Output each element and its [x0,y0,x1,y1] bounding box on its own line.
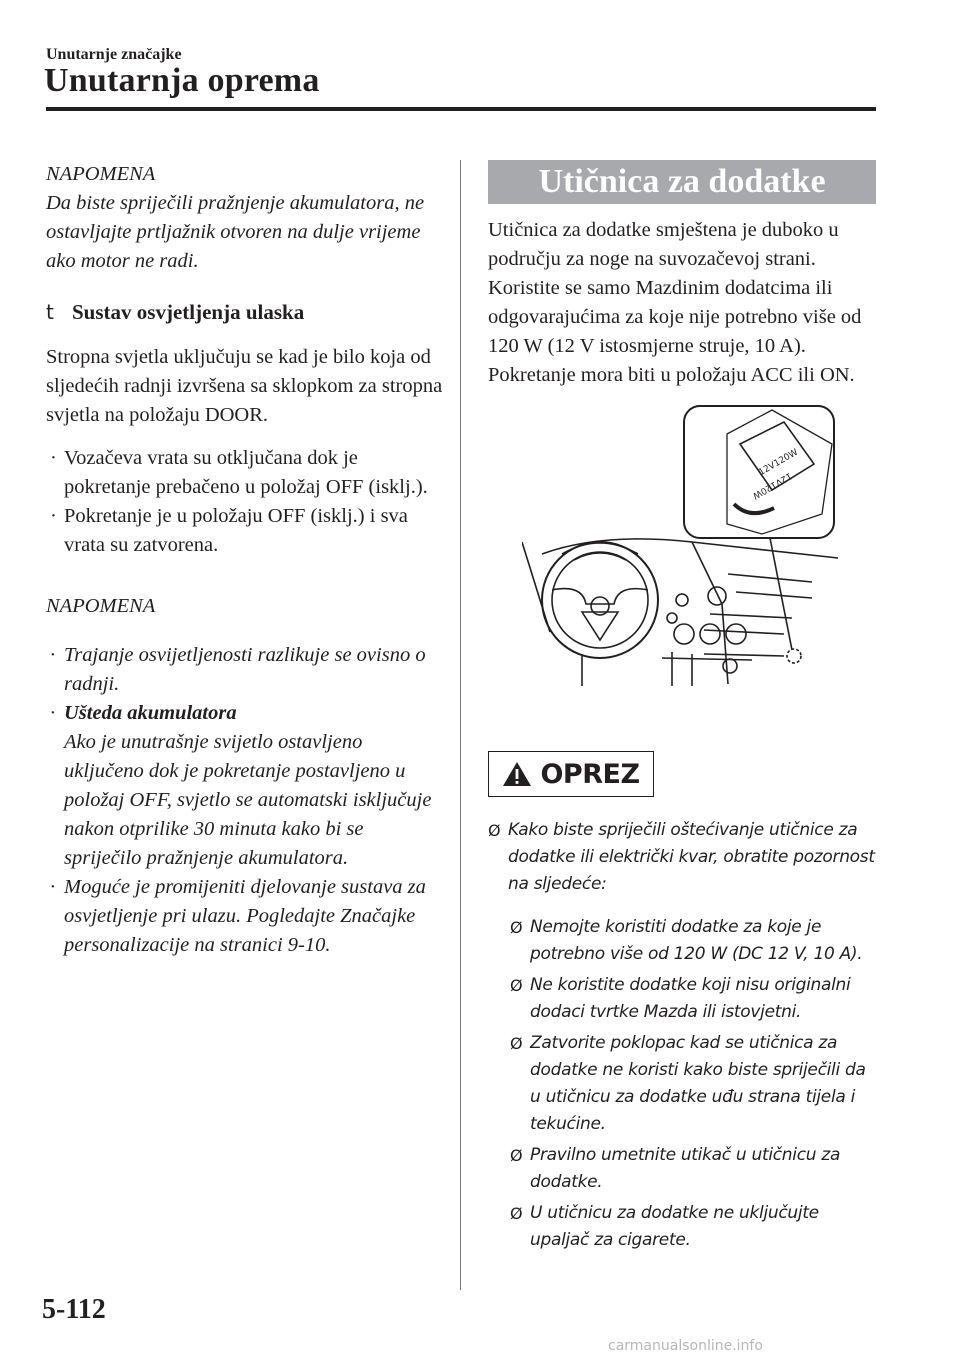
caution-header [488,751,654,797]
arrow-bullet-icon: Ø [488,821,501,840]
note-list [46,641,446,960]
header-rule [46,107,876,111]
socket-label: 12V120W [757,447,800,479]
list-item: · Trajanje osvijetljenosti razlikuje se ovisno o radnji. [46,641,446,699]
column-divider [460,160,461,1290]
bullet-list [46,444,446,560]
page-title: Unutarnja oprema [44,62,320,99]
body-paragraph: Utičnica za dodatke smještena je duboko u području za noge na suvozačevoj strani. Koristite se samo Mazdinim dodatcima ili odgovarajućima za koje nije potrebno više od 120 W (12 V istosmjerne struje, 10 A). Pokretanje mora biti u položaju ACC ili ON. [488,219,862,386]
right-column [488,160,880,1254]
caution-list [488,817,880,1254]
bullet-icon: · [50,876,56,898]
watermark: carmanualsonline.info [608,1338,763,1354]
page-number: 5-112 [42,1294,106,1325]
subsection-title: Sustav osvjetljenja ulaska [72,300,305,324]
bullet-icon: · [50,447,57,469]
caution-item: Ø Nemojte koristiti dodatke za koje je potrebno više od 120 W (DC 12 V, 10 A). [510,914,880,968]
note-title: NAPOMENA [46,595,156,617]
arrow-bullet-icon: Ø [510,1204,523,1223]
bullet-icon: · [50,505,57,527]
subsection-heading [46,298,446,327]
note-item-heading: Ušteda akumulatora [64,702,237,724]
socket-label: 12V120W [750,469,794,501]
section-banner: Utičnica za dodatke [488,160,876,204]
section-label: Unutarnje značajke [46,46,182,63]
arrow-bullet-icon: Ø [510,1146,523,1165]
bullet-icon: · [50,702,56,724]
list-item: · Vozačeva vrata su otključana dok je pokretanje prebačeno u položaj OFF (isklj.). [46,444,446,502]
caution-label: OPREZ [540,758,640,790]
caution-item: Ø U utičnicu za dodatke ne uključujte upaljač za cigarete. [510,1200,880,1254]
accessory-socket-illustration [522,404,842,694]
caution-item: Ø Ne koristite dodatke koji nisu originalni dodaci tvrtke Mazda ili istovjetni. [510,972,880,1026]
heading-marker-icon: t [46,300,54,324]
warning-triangle-icon [502,761,532,787]
arrow-bullet-icon: Ø [510,918,523,937]
caution-item: Ø Zatvorite poklopac kad se utičnica za dodatke ne koristi kako biste spriječili da u utičnicu za dodatke uđu strana tijela i tekućine. [510,1030,880,1138]
arrow-bullet-icon: Ø [510,1034,523,1053]
caution-item: Ø Pravilno umetnite utikač u utičnicu za dodatke. [510,1142,880,1196]
caution-item: Ø Kako biste spriječili oštećivanje utičnice za dodatke ili električki kvar, obratite pozornost na sljedeće: [488,817,880,898]
list-item: · Moguće je promijeniti djelovanje sustava za osvjetljenje pri ulazu. Pogledajte Značajke personalizacije na stranici 9-10. [46,873,446,960]
left-column [46,160,446,960]
body-paragraph: Stropna svjetla uključuju se kad je bilo koja od sljedećih radnji izvršena sa sklopkom za stropna svjetla na položaju DOOR. [46,346,443,426]
note-text: Da biste spriječili pražnjenje akumulatora, ne ostavljajte prtljažnik otvoren na dulje vrijeme ako motor ne radi. [46,192,425,272]
bullet-icon: · [50,644,56,666]
list-item: · Ušteda akumulatora Ako je unutrašnje svijetlo ostavljeno uključeno dok je pokretanje postavljeno u položaj OFF, svjetlo se automatski isključuje nakon otprilike 30 minuta kako bi se spriječilo pražnjenje akumulatora. [46,699,446,873]
note-title: NAPOMENA [46,163,156,185]
arrow-bullet-icon: Ø [510,976,523,995]
list-item: · Pokretanje je u položaju OFF (isklj.) i sva vrata su zatvorena. [46,502,446,560]
